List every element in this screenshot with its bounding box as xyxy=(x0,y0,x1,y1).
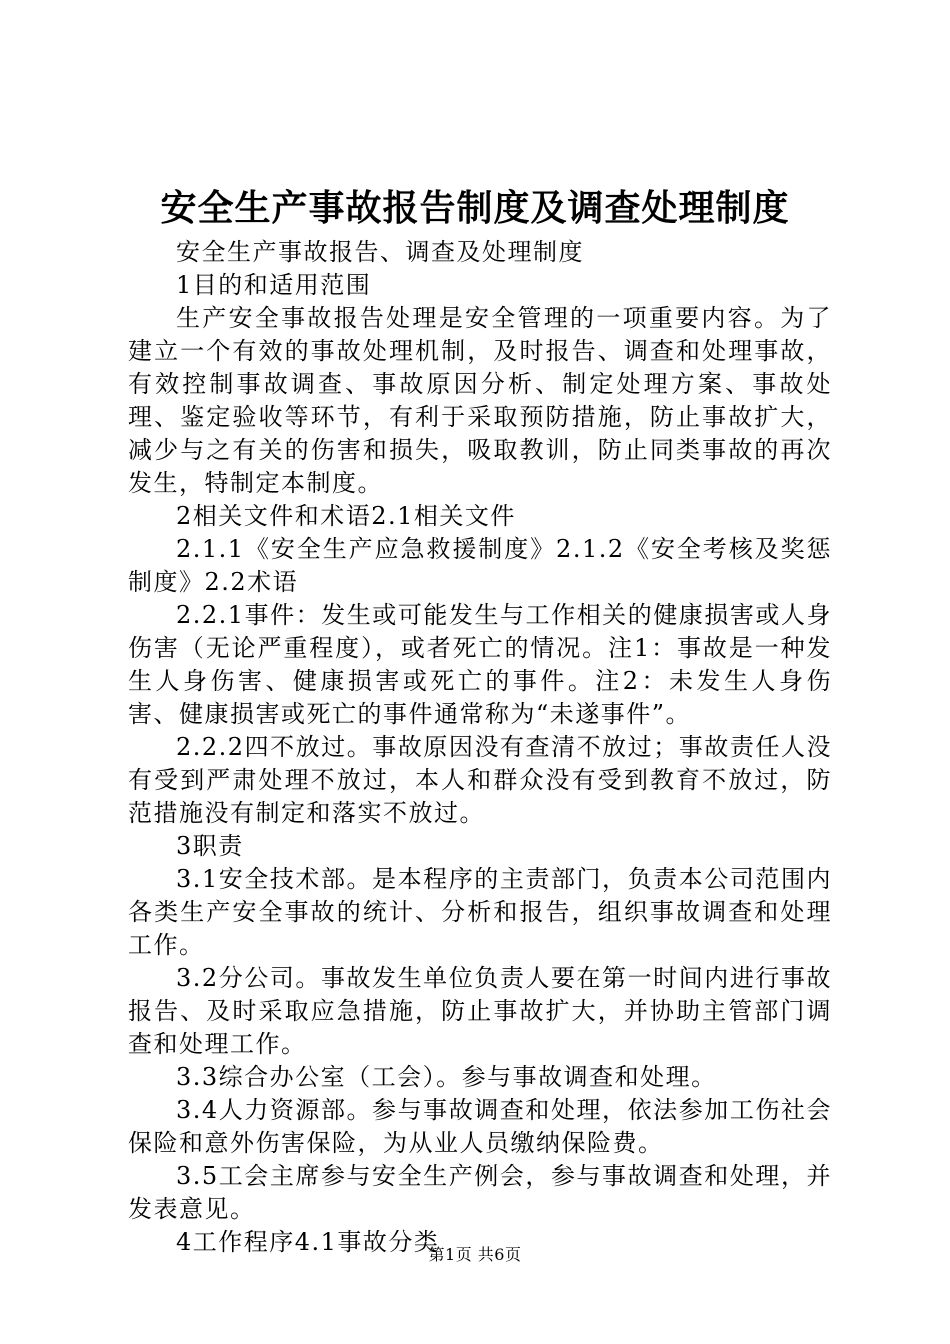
paragraph-term-four-not-let-go: 2.2.2四不放过。事故原因没有查清不放过；事故责任人没有受到严肃处理不放过，本人和群众没有受到教育不放过，防范措施没有制定和落实不放过。 xyxy=(128,733,832,827)
paragraph-duty-branch: 3.2分公司。事故发生单位负责人要在第一时间内进行事故报告、及时采取应急措施，防止事故扩大，并协助主管部门调查和处理工作。 xyxy=(128,964,832,1058)
paragraph-duty-union-chair: 3.5工会主席参与安全生产例会，参与事故调查和处理，并发表意见。 xyxy=(128,1162,832,1223)
paragraph-section-3-heading: 3职责 xyxy=(176,832,244,860)
paragraph-section-1-heading: 1目的和适用范围 xyxy=(176,271,372,299)
paragraph-duty-office: 3.3综合办公室（工会）。参与事故调查和处理。 xyxy=(176,1063,717,1091)
document-body xyxy=(128,236,832,1259)
paragraph-duty-safety-dept: 3.1安全技术部。是本程序的主责部门，负责本公司范围内各类生产安全事故的统计、分析和报告，组织事故调查和处理工作。 xyxy=(128,865,832,959)
paragraph-duty-hr: 3.4人力资源部。参与事故调查和处理，依法参加工伤社会保险和意外伤害保险，为从业人员缴纳保险费。 xyxy=(128,1096,832,1157)
document-title: 安全生产事故报告制度及调查处理制度 xyxy=(160,187,790,229)
paragraph-purpose: 生产安全事故报告处理是安全管理的一项重要内容。为了建立一个有效的事故处理机制，及时报告、调查和处理事故，有效控制事故调查、事故原因分析、制定处理方案、事故处理、鉴定验收等环节，有利于采取预防措施，防止事故扩大，减少与之有关的伤害和损失，吸取教训，防止同类事故的再次发生，特制定本制度。 xyxy=(128,304,832,497)
paragraph-section-2-heading: 2相关文件和术语2.1相关文件 xyxy=(176,502,516,530)
paragraph-related-documents: 2.1.1《安全生产应急救援制度》2.1.2《安全考核及奖惩制度》2.2术语 xyxy=(128,535,832,596)
paragraph-subtitle: 安全生产事故报告、调查及处理制度 xyxy=(176,238,584,266)
page-footer: 第1页 共6页 xyxy=(428,1245,522,1264)
paragraph-term-event: 2.2.1事件：发生或可能发生与工作相关的健康损害或人身伤害（无论严重程度），或者死亡的情况。注1：事故是一种发生人身伤害、健康损害或死亡的事件。注2：未发生人身伤害、健康损害或死亡的事件通常称为“未遂事件”。 xyxy=(128,601,832,728)
paragraph-section-4-heading: 4工作程序4.1事故分类 xyxy=(176,1228,440,1256)
